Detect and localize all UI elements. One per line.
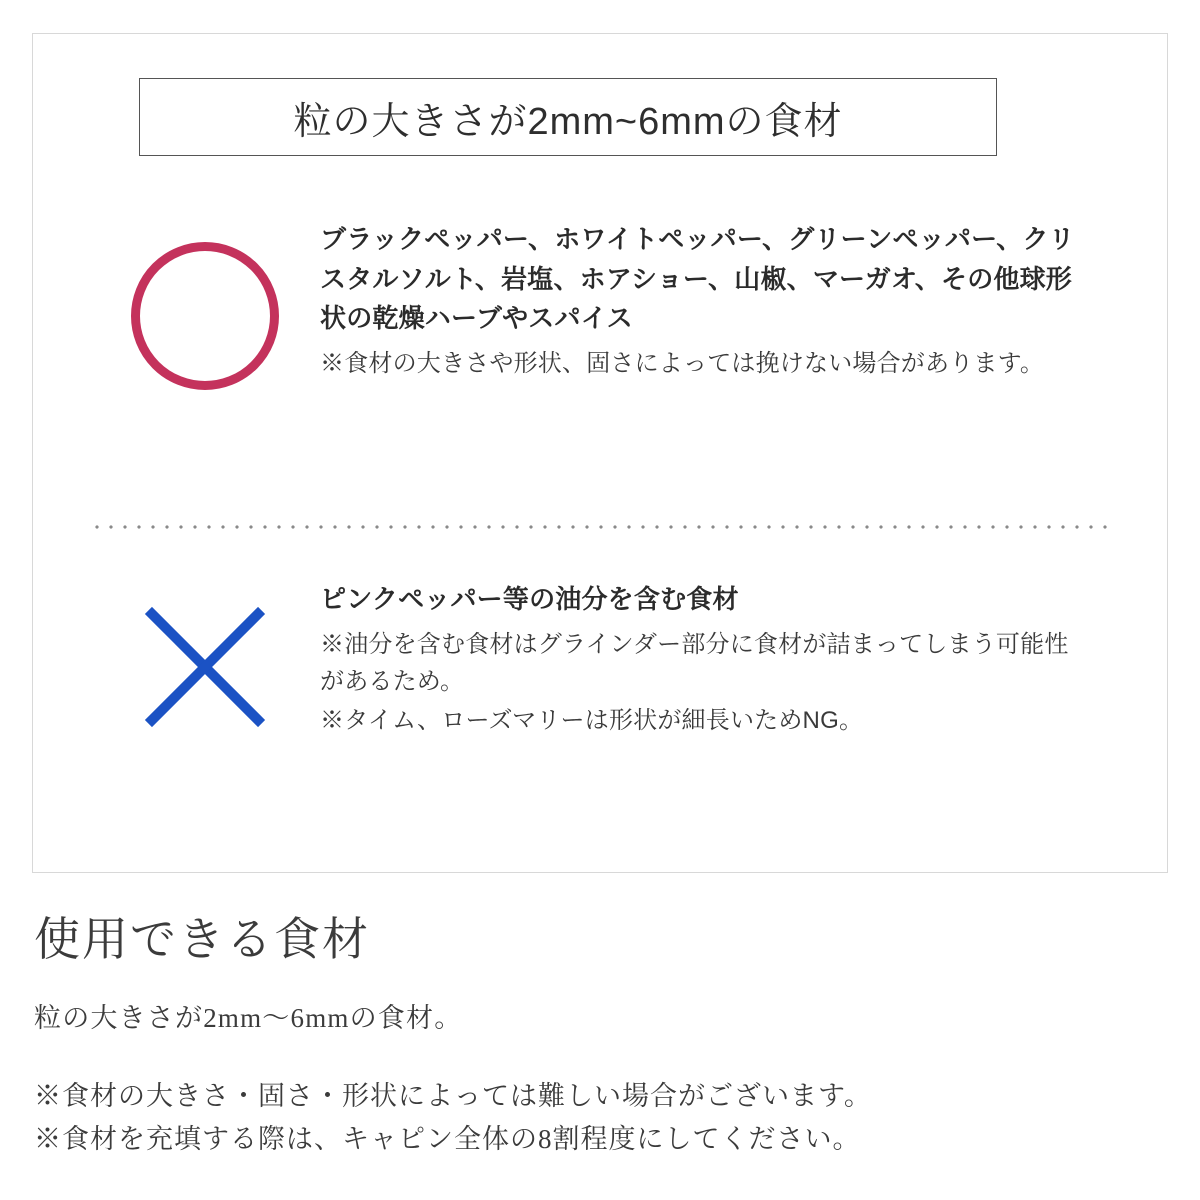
dotted-divider — [90, 524, 1110, 530]
ok-note-1: ※食材の大きさや形状、固さによっては挽けない場合があります。 — [320, 349, 1045, 377]
card-title-box — [139, 78, 997, 156]
ok-heading: ブラックペッパー、ホワイトペッパー、グリーンペッパー、クリスタルソルト、岩塩、ホアショー、山椒、マーガオ、その他球形状の乾燥ハーブやスパイス — [320, 224, 1075, 334]
page-title: 粒の大きさが2mm~6mmの食材 — [293, 100, 843, 143]
bottom-section — [34, 910, 1164, 1161]
bottom-note-list — [34, 1075, 1164, 1161]
unusable-ingredients-row — [90, 580, 1120, 739]
circle-icon — [131, 242, 279, 390]
ng-text-column — [320, 580, 1120, 739]
ok-mark-column — [90, 220, 320, 390]
bottom-title: 使用できる食材 — [34, 914, 370, 965]
cross-icon — [142, 604, 268, 730]
bottom-note-1: ※食材の大きさ・固さ・形状によっては難しい場合がございます。 — [34, 1080, 872, 1111]
ng-note-1: ※油分を含む食材はグラインダー部分に食材が詰まってしまう可能性があるため。 — [320, 630, 1069, 695]
usable-ingredients-row — [90, 220, 1120, 390]
ng-note-2: ※タイム、ローズマリーは形状が細長いためNG。 — [320, 706, 864, 734]
bottom-note-2: ※食材を充填する際は、キャピン全体の8割程度にしてください。 — [34, 1123, 861, 1154]
ng-mark-column — [90, 580, 320, 730]
ng-heading: ピンクペッパー等の油分を含む食材 — [320, 584, 739, 614]
bottom-subtitle: 粒の大きさが2mm〜6mmの食材。 — [34, 1002, 463, 1033]
info-card — [32, 33, 1168, 873]
ok-text-column — [320, 220, 1120, 382]
